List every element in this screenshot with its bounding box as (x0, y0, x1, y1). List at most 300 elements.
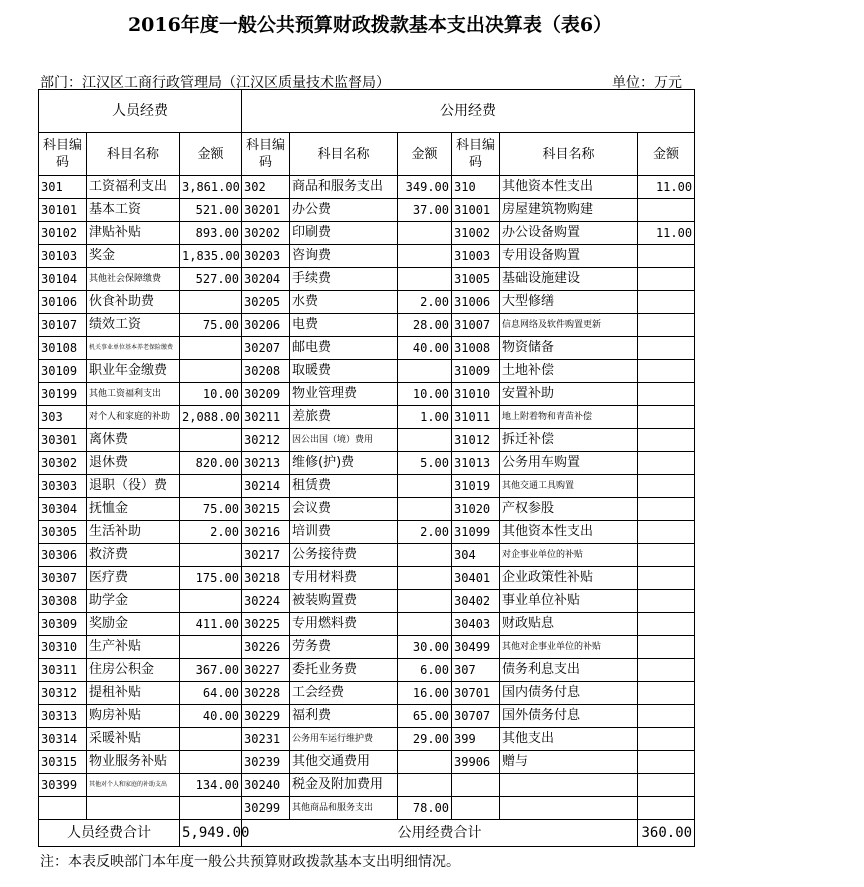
cell-amount-3 (638, 797, 695, 820)
cell-code-3: 31011 (452, 406, 500, 429)
cell-amount-3 (638, 774, 695, 797)
cell-name-3: 公务用车购置 (500, 452, 638, 475)
cell-name-2: 租赁费 (290, 475, 398, 498)
cell-amount-3 (638, 659, 695, 682)
cell-code-2: 30211 (242, 406, 290, 429)
cell-name-3: 其他交通工具购置 (500, 475, 638, 498)
cell-name-3: 债务利息支出 (500, 659, 638, 682)
cell-code-1: 30303 (39, 475, 87, 498)
cell-code-3: 31003 (452, 245, 500, 268)
cell-name-2: 其他商品和服务支出 (290, 797, 398, 820)
cell-name-3: 基础设施建设 (500, 268, 638, 291)
cell-amount-2: 40.00 (398, 337, 452, 360)
cell-name-1: 医疗费 (87, 567, 180, 590)
totals-row (39, 820, 695, 847)
cell-name-1: 机关事业单位基本养老保险缴费 (87, 337, 180, 360)
cell-amount-1 (180, 337, 242, 360)
cell-amount-3: 11.00 (638, 222, 695, 245)
cell-code-3 (452, 797, 500, 820)
cell-code-1: 30399 (39, 774, 87, 797)
cell-code-1: 30304 (39, 498, 87, 521)
cell-amount-2: 16.00 (398, 682, 452, 705)
cell-name-2: 商品和服务支出 (290, 176, 398, 199)
cell-amount-2: 349.00 (398, 176, 452, 199)
cell-amount-1: 2.00 (180, 521, 242, 544)
cell-code-3: 30701 (452, 682, 500, 705)
cell-code-1: 30307 (39, 567, 87, 590)
cell-name-2: 手续费 (290, 268, 398, 291)
cell-amount-1: 175.00 (180, 567, 242, 590)
cell-amount-3 (638, 567, 695, 590)
cell-amount-1: 64.00 (180, 682, 242, 705)
cell-amount-3 (638, 268, 695, 291)
cell-name-1 (87, 797, 180, 820)
cell-amount-3 (638, 452, 695, 475)
cell-amount-1 (180, 590, 242, 613)
cell-amount-3 (638, 314, 695, 337)
cell-amount-3 (638, 360, 695, 383)
cell-amount-1: 40.00 (180, 705, 242, 728)
cell-name-3: 其他资本性支出 (500, 176, 638, 199)
cell-name-2: 因公出国（境）费用 (290, 429, 398, 452)
cell-code-3: 399 (452, 728, 500, 751)
cell-name-3: 地上附着物和青苗补偿 (500, 406, 638, 429)
cell-amount-2: 30.00 (398, 636, 452, 659)
cell-name-2: 福利费 (290, 705, 398, 728)
cell-name-3: 信息网络及软件购置更新 (500, 314, 638, 337)
cell-code-3: 31020 (452, 498, 500, 521)
table-row (39, 728, 695, 751)
table-row (39, 521, 695, 544)
cell-amount-1: 75.00 (180, 314, 242, 337)
cell-name-3: 其他支出 (500, 728, 638, 751)
cell-amount-3 (638, 245, 695, 268)
cell-amount-1: 367.00 (180, 659, 242, 682)
cell-code-2: 30214 (242, 475, 290, 498)
cell-code-3: 31013 (452, 452, 500, 475)
cell-name-2: 工会经费 (290, 682, 398, 705)
cell-name-3: 国外债务付息 (500, 705, 638, 728)
cell-amount-1: 527.00 (180, 268, 242, 291)
col-amount-2: 金额 (398, 133, 452, 176)
cell-amount-1: 10.00 (180, 383, 242, 406)
col-name-1: 科目名称 (87, 133, 180, 176)
cell-amount-2: 78.00 (398, 797, 452, 820)
cell-amount-3 (638, 590, 695, 613)
col-name-2: 科目名称 (290, 133, 398, 176)
cell-name-1: 职业年金缴费 (87, 360, 180, 383)
cell-name-1: 离休费 (87, 429, 180, 452)
cell-name-2: 委托业务费 (290, 659, 398, 682)
cell-code-3: 310 (452, 176, 500, 199)
cell-amount-1: 1,835.00 (180, 245, 242, 268)
cell-code-2: 30216 (242, 521, 290, 544)
cell-name-1: 其他对个人和家庭的补助支出 (87, 774, 180, 797)
cell-amount-1 (180, 797, 242, 820)
cell-code-1: 30103 (39, 245, 87, 268)
cell-amount-1: 521.00 (180, 199, 242, 222)
cell-code-1: 30302 (39, 452, 87, 475)
cell-code-1: 30301 (39, 429, 87, 452)
cell-name-1: 奖励金 (87, 613, 180, 636)
cell-name-3: 企业政策性补贴 (500, 567, 638, 590)
cell-code-3: 30707 (452, 705, 500, 728)
table-row (39, 613, 695, 636)
cell-code-3: 31002 (452, 222, 500, 245)
cell-code-1: 30311 (39, 659, 87, 682)
cell-code-2: 30239 (242, 751, 290, 774)
expenditure-table (38, 89, 695, 847)
cell-code-2: 30202 (242, 222, 290, 245)
cell-code-1: 30308 (39, 590, 87, 613)
table-row (39, 659, 695, 682)
table-row (39, 636, 695, 659)
cell-amount-3 (638, 383, 695, 406)
cell-name-3: 事业单位补贴 (500, 590, 638, 613)
cell-name-2: 税金及附加费用 (290, 774, 398, 797)
cell-code-2: 30204 (242, 268, 290, 291)
cell-name-3: 安置补助 (500, 383, 638, 406)
cell-code-3: 31005 (452, 268, 500, 291)
table-row (39, 705, 695, 728)
col-name-3: 科目名称 (500, 133, 638, 176)
cell-name-1: 提租补贴 (87, 682, 180, 705)
cell-amount-2 (398, 590, 452, 613)
cell-name-3: 拆迁补偿 (500, 429, 638, 452)
cell-amount-3 (638, 337, 695, 360)
cell-code-2: 30217 (242, 544, 290, 567)
cell-code-1: 30108 (39, 337, 87, 360)
cell-name-2: 办公费 (290, 199, 398, 222)
cell-name-3: 办公设备购置 (500, 222, 638, 245)
cell-name-1: 助学金 (87, 590, 180, 613)
table-row (39, 452, 695, 475)
cell-name-1: 采暖补贴 (87, 728, 180, 751)
cell-name-3: 国内债务付息 (500, 682, 638, 705)
cell-name-1: 退休费 (87, 452, 180, 475)
table-row (39, 544, 695, 567)
table-row (39, 314, 695, 337)
cell-name-1: 其他社会保障缴费 (87, 268, 180, 291)
cell-amount-1: 411.00 (180, 613, 242, 636)
cell-amount-1: 3,861.00 (180, 176, 242, 199)
cell-code-1: 30199 (39, 383, 87, 406)
cell-code-2: 30201 (242, 199, 290, 222)
cell-name-2: 邮电费 (290, 337, 398, 360)
cell-name-2: 其他交通费用 (290, 751, 398, 774)
cell-code-3: 39906 (452, 751, 500, 774)
cell-code-2: 30231 (242, 728, 290, 751)
cell-amount-2 (398, 613, 452, 636)
cell-name-2: 电费 (290, 314, 398, 337)
cell-code-2: 30228 (242, 682, 290, 705)
cell-name-2: 差旅费 (290, 406, 398, 429)
table-row (39, 360, 695, 383)
report-title: 2016年度一般公共预算财政拨款基本支出决算表（表6） (127, 14, 613, 36)
cell-name-2: 维修(护)费 (290, 452, 398, 475)
cell-amount-3 (638, 475, 695, 498)
cell-amount-1 (180, 544, 242, 567)
cell-name-1: 住房公积金 (87, 659, 180, 682)
cell-amount-3 (638, 498, 695, 521)
cell-code-1: 30315 (39, 751, 87, 774)
cell-amount-2 (398, 475, 452, 498)
cell-amount-2: 2.00 (398, 291, 452, 314)
table-row (39, 797, 695, 820)
cell-amount-2 (398, 429, 452, 452)
cell-amount-1 (180, 475, 242, 498)
cell-code-3: 31009 (452, 360, 500, 383)
cell-amount-3 (638, 291, 695, 314)
cell-code-2: 30205 (242, 291, 290, 314)
cell-code-2: 30206 (242, 314, 290, 337)
cell-name-1: 工资福利支出 (87, 176, 180, 199)
cell-amount-1: 820.00 (180, 452, 242, 475)
table-row (39, 774, 695, 797)
cell-code-2: 30299 (242, 797, 290, 820)
table-row (39, 245, 695, 268)
cell-code-2: 30224 (242, 590, 290, 613)
cell-name-2: 专用材料费 (290, 567, 398, 590)
cell-name-3: 财政贴息 (500, 613, 638, 636)
cell-code-1: 30309 (39, 613, 87, 636)
table-row (39, 429, 695, 452)
col-amount-1: 金额 (180, 133, 242, 176)
cell-code-1: 30310 (39, 636, 87, 659)
cell-code-3: 31006 (452, 291, 500, 314)
cell-name-2: 取暖费 (290, 360, 398, 383)
cell-amount-2 (398, 567, 452, 590)
table-row (39, 337, 695, 360)
cell-amount-2: 28.00 (398, 314, 452, 337)
cell-code-1: 303 (39, 406, 87, 429)
cell-code-2: 30213 (242, 452, 290, 475)
cell-name-1: 退职（役）费 (87, 475, 180, 498)
cell-name-1: 津贴补贴 (87, 222, 180, 245)
cell-name-2: 公务用车运行维护费 (290, 728, 398, 751)
cell-code-3 (452, 774, 500, 797)
cell-code-2: 30218 (242, 567, 290, 590)
cell-code-1: 30305 (39, 521, 87, 544)
cell-name-2: 咨询费 (290, 245, 398, 268)
cell-name-1: 抚恤金 (87, 498, 180, 521)
cell-code-2: 30227 (242, 659, 290, 682)
table-row (39, 291, 695, 314)
cell-code-1: 30313 (39, 705, 87, 728)
cell-code-3: 30402 (452, 590, 500, 613)
cell-amount-2 (398, 751, 452, 774)
cell-name-1: 生活补助 (87, 521, 180, 544)
col-code-2: 科目编码 (242, 133, 290, 176)
cell-name-2: 培训费 (290, 521, 398, 544)
cell-code-2: 30208 (242, 360, 290, 383)
cell-amount-1 (180, 636, 242, 659)
personnel-total-label: 人员经费合计 (39, 820, 180, 847)
table-row (39, 406, 695, 429)
public-group-header: 公用经费 (242, 90, 695, 133)
cell-code-2: 30226 (242, 636, 290, 659)
cell-amount-2 (398, 245, 452, 268)
personnel-total-value: 5,949.00 (180, 820, 242, 847)
cell-code-1: 30102 (39, 222, 87, 245)
cell-name-2: 印刷费 (290, 222, 398, 245)
table-row (39, 222, 695, 245)
cell-amount-2 (398, 774, 452, 797)
table-row (39, 475, 695, 498)
cell-name-1: 伙食补助费 (87, 291, 180, 314)
public-total-value: 360.00 (638, 820, 695, 847)
cell-amount-1: 134.00 (180, 774, 242, 797)
table-row (39, 199, 695, 222)
cell-code-1: 30312 (39, 682, 87, 705)
cell-amount-2: 1.00 (398, 406, 452, 429)
personnel-group-header: 人员经费 (39, 90, 242, 133)
cell-name-3: 赠与 (500, 751, 638, 774)
cell-amount-3: 11.00 (638, 176, 695, 199)
column-header-row (39, 133, 695, 176)
cell-code-2: 30207 (242, 337, 290, 360)
cell-name-1: 其他工资福利支出 (87, 383, 180, 406)
cell-code-3: 30499 (452, 636, 500, 659)
cell-name-3: 土地补偿 (500, 360, 638, 383)
cell-amount-2 (398, 268, 452, 291)
cell-code-2: 30229 (242, 705, 290, 728)
cell-code-3: 31008 (452, 337, 500, 360)
cell-code-1: 30314 (39, 728, 87, 751)
cell-code-1: 30104 (39, 268, 87, 291)
cell-amount-2: 10.00 (398, 383, 452, 406)
cell-amount-1 (180, 751, 242, 774)
cell-name-3: 大型修缮 (500, 291, 638, 314)
cell-code-3: 30401 (452, 567, 500, 590)
cell-code-2: 30203 (242, 245, 290, 268)
cell-amount-3 (638, 613, 695, 636)
cell-code-2: 30240 (242, 774, 290, 797)
cell-amount-1 (180, 360, 242, 383)
cell-amount-2: 37.00 (398, 199, 452, 222)
cell-amount-2 (398, 360, 452, 383)
cell-amount-2: 29.00 (398, 728, 452, 751)
cell-code-1: 30101 (39, 199, 87, 222)
cell-amount-1 (180, 291, 242, 314)
cell-amount-1 (180, 728, 242, 751)
cell-amount-2: 2.00 (398, 521, 452, 544)
col-code-3: 科目编码 (452, 133, 500, 176)
cell-code-1 (39, 797, 87, 820)
cell-code-3: 31010 (452, 383, 500, 406)
cell-amount-3 (638, 406, 695, 429)
cell-amount-3 (638, 705, 695, 728)
cell-name-1: 生产补贴 (87, 636, 180, 659)
cell-amount-2: 5.00 (398, 452, 452, 475)
cell-code-3: 31099 (452, 521, 500, 544)
cell-name-2: 被装购置费 (290, 590, 398, 613)
cell-code-3: 30403 (452, 613, 500, 636)
cell-code-2: 30225 (242, 613, 290, 636)
cell-amount-3 (638, 751, 695, 774)
cell-code-3: 304 (452, 544, 500, 567)
table-row (39, 751, 695, 774)
unit-label: 单位：万元 (612, 75, 682, 91)
cell-name-2: 专用燃料费 (290, 613, 398, 636)
cell-name-1: 奖金 (87, 245, 180, 268)
cell-amount-3 (638, 199, 695, 222)
cell-name-2: 公务接待费 (290, 544, 398, 567)
cell-name-2: 劳务费 (290, 636, 398, 659)
cell-name-3: 房屋建筑物购建 (500, 199, 638, 222)
cell-amount-1: 75.00 (180, 498, 242, 521)
col-code-1: 科目编码 (39, 133, 87, 176)
cell-amount-3 (638, 429, 695, 452)
cell-code-1: 301 (39, 176, 87, 199)
cell-amount-3 (638, 636, 695, 659)
cell-name-1: 基本工资 (87, 199, 180, 222)
cell-code-1: 30107 (39, 314, 87, 337)
table-row (39, 383, 695, 406)
table-row (39, 567, 695, 590)
cell-name-3: 物资储备 (500, 337, 638, 360)
cell-code-3: 31012 (452, 429, 500, 452)
cell-name-3: 对企事业单位的补贴 (500, 544, 638, 567)
cell-name-1: 购房补贴 (87, 705, 180, 728)
cell-name-1: 救济费 (87, 544, 180, 567)
cell-amount-1: 2,088.00 (180, 406, 242, 429)
cell-code-3: 31007 (452, 314, 500, 337)
cell-amount-2 (398, 222, 452, 245)
cell-code-2: 30209 (242, 383, 290, 406)
cell-name-3: 专用设备购置 (500, 245, 638, 268)
cell-name-2: 会议费 (290, 498, 398, 521)
cell-amount-1: 893.00 (180, 222, 242, 245)
department-label: 部门：江汉区工商行政管理局（江汉区质量技术监督局） (40, 75, 390, 91)
cell-amount-3 (638, 544, 695, 567)
cell-code-3: 31001 (452, 199, 500, 222)
cell-name-1: 物业服务补贴 (87, 751, 180, 774)
cell-amount-2 (398, 498, 452, 521)
cell-code-1: 30106 (39, 291, 87, 314)
cell-amount-2: 6.00 (398, 659, 452, 682)
cell-amount-2: 65.00 (398, 705, 452, 728)
table-row (39, 590, 695, 613)
cell-name-1: 对个人和家庭的补助 (87, 406, 180, 429)
cell-name-3 (500, 774, 638, 797)
cell-code-1: 30109 (39, 360, 87, 383)
cell-name-2: 水费 (290, 291, 398, 314)
cell-amount-3 (638, 728, 695, 751)
cell-amount-3 (638, 682, 695, 705)
cell-name-3 (500, 797, 638, 820)
cell-code-3: 31019 (452, 475, 500, 498)
cell-code-3: 307 (452, 659, 500, 682)
cell-name-2: 物业管理费 (290, 383, 398, 406)
cell-code-2: 30215 (242, 498, 290, 521)
cell-code-2: 302 (242, 176, 290, 199)
group-header-row (39, 90, 695, 133)
public-total-label: 公用经费合计 (242, 820, 638, 847)
cell-amount-2 (398, 544, 452, 567)
table-row (39, 176, 695, 199)
table-row (39, 268, 695, 291)
cell-amount-1 (180, 429, 242, 452)
col-amount-3: 金额 (638, 133, 695, 176)
table-row (39, 682, 695, 705)
cell-amount-3 (638, 521, 695, 544)
cell-name-1: 绩效工资 (87, 314, 180, 337)
cell-code-1: 30306 (39, 544, 87, 567)
cell-name-3: 其他对企事业单位的补贴 (500, 636, 638, 659)
cell-name-3: 其他资本性支出 (500, 521, 638, 544)
table-row (39, 498, 695, 521)
